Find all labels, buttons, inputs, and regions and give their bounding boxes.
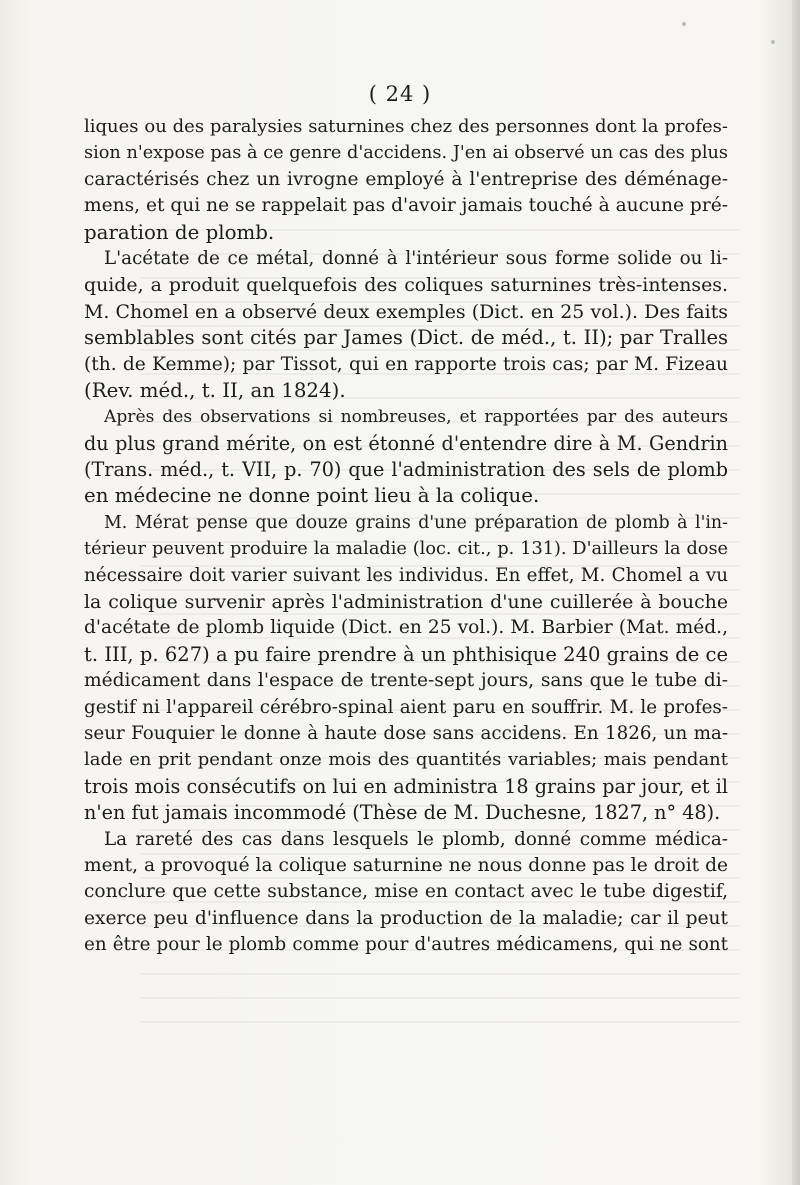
text-line: (Trans. méd., t. VII, p. 70) que l'administration des sels de plomb: [84, 458, 728, 482]
paper-speck: [682, 22, 686, 26]
text-line: la colique survenir après l'administration d'une cuillerée à bouche: [84, 591, 728, 614]
body-text: [84, 114, 728, 959]
text-line: térieur peuvent produire la maladie (loc. cit., p. 131). D'ailleurs la dose: [84, 539, 728, 560]
paragraph: [84, 510, 728, 827]
page-edge: [792, 0, 800, 1185]
text-line: en être pour le plomb comme pour d'autres médicamens, qui ne sont: [84, 934, 728, 956]
paragraph: [84, 827, 728, 959]
paper-speck: [771, 40, 775, 44]
text-line: M. Chomel en a observé deux exemples (Dict. en 25 vol.). Des faits: [84, 300, 728, 323]
text-line: du plus grand mérite, on est étonné d'entendre dire à M. Gendrin: [84, 431, 728, 455]
paragraph: [84, 246, 728, 404]
text-line: exerce peu d'influence dans la production de la maladie; car il peut: [84, 907, 728, 929]
text-line: ment, a provoqué la colique saturnine ne nous donne pas le droit de: [84, 854, 728, 876]
text-line: médicament dans l'espace de trente-sept jours, sans que le tube di-: [84, 670, 728, 692]
text-line: caractérisés chez un ivrogne employé à l'entreprise des déménage-: [84, 168, 728, 190]
text-line: (Rev. méd., t. II, an 1824).: [84, 378, 346, 402]
text-line: L'acétate de ce métal, donné à l'intérieur sous forme solide ou li-: [104, 247, 728, 269]
text-line: conclure que cette substance, mise en contact avec le tube digestif,: [84, 881, 728, 903]
text-line: liques ou des paralysies saturnines chez des personnes dont la profes-: [84, 116, 728, 137]
text-line: sion n'expose pas à ce genre d'accidens. J'en ai observé un cas des plus: [84, 143, 728, 164]
text-line: t. III, p. 627) a pu faire prendre à un phthisique 240 grains de ce: [84, 642, 728, 666]
text-line: n'en fut jamais incommodé (Thèse de M. Duchesne, 1827, n° 48).: [84, 801, 721, 825]
paragraph: [84, 404, 728, 510]
paragraph: [84, 114, 728, 246]
text-line: (th. de Kemme); par Tissot, qui en rapporte trois cas; par M. Fizeau: [84, 353, 728, 375]
text-line: paration de plomb.: [84, 220, 275, 244]
text-line: lade en prit pendant onze mois des quantités variables; mais pendant: [84, 749, 728, 771]
text-line: quide, a produit quelquefois des coliques saturnines très-intenses.: [84, 274, 728, 297]
text-line: La rareté des cas dans lesquels le plomb, donné comme médica-: [104, 828, 728, 850]
page-number: ( 24 ): [368, 82, 432, 106]
text-line: M. Mérat pense que douze grains d'une préparation de plomb à l'in-: [104, 512, 728, 533]
text-line: gestif ni l'appareil cérébro-spinal aient paru en souffrir. M. le profes-: [84, 696, 728, 718]
text-line: nécessaire doit varier suivant les individus. En effet, M. Chomel a vu: [84, 564, 728, 586]
text-line: semblables sont cités par James (Dict. de méd., t. II); par Tralles: [84, 326, 728, 350]
text-line: trois mois consécutifs on lui en administra 18 grains par jour, et il: [84, 774, 728, 798]
text-line: d'acétate de plomb liquide (Dict. en 25 vol.). M. Barbier (Mat. méd.,: [84, 617, 728, 639]
text-line: seur Fouquier le donne à haute dose sans accidens. En 1826, un ma-: [84, 722, 728, 744]
text-line: en médecine ne donne point lieu à la colique.: [84, 484, 540, 508]
text-line: Après des observations si nombreuses, et rapportées par des auteurs: [104, 407, 728, 428]
text-line: mens, et qui ne se rappelait pas d'avoir jamais touché à aucune pré-: [84, 195, 728, 217]
